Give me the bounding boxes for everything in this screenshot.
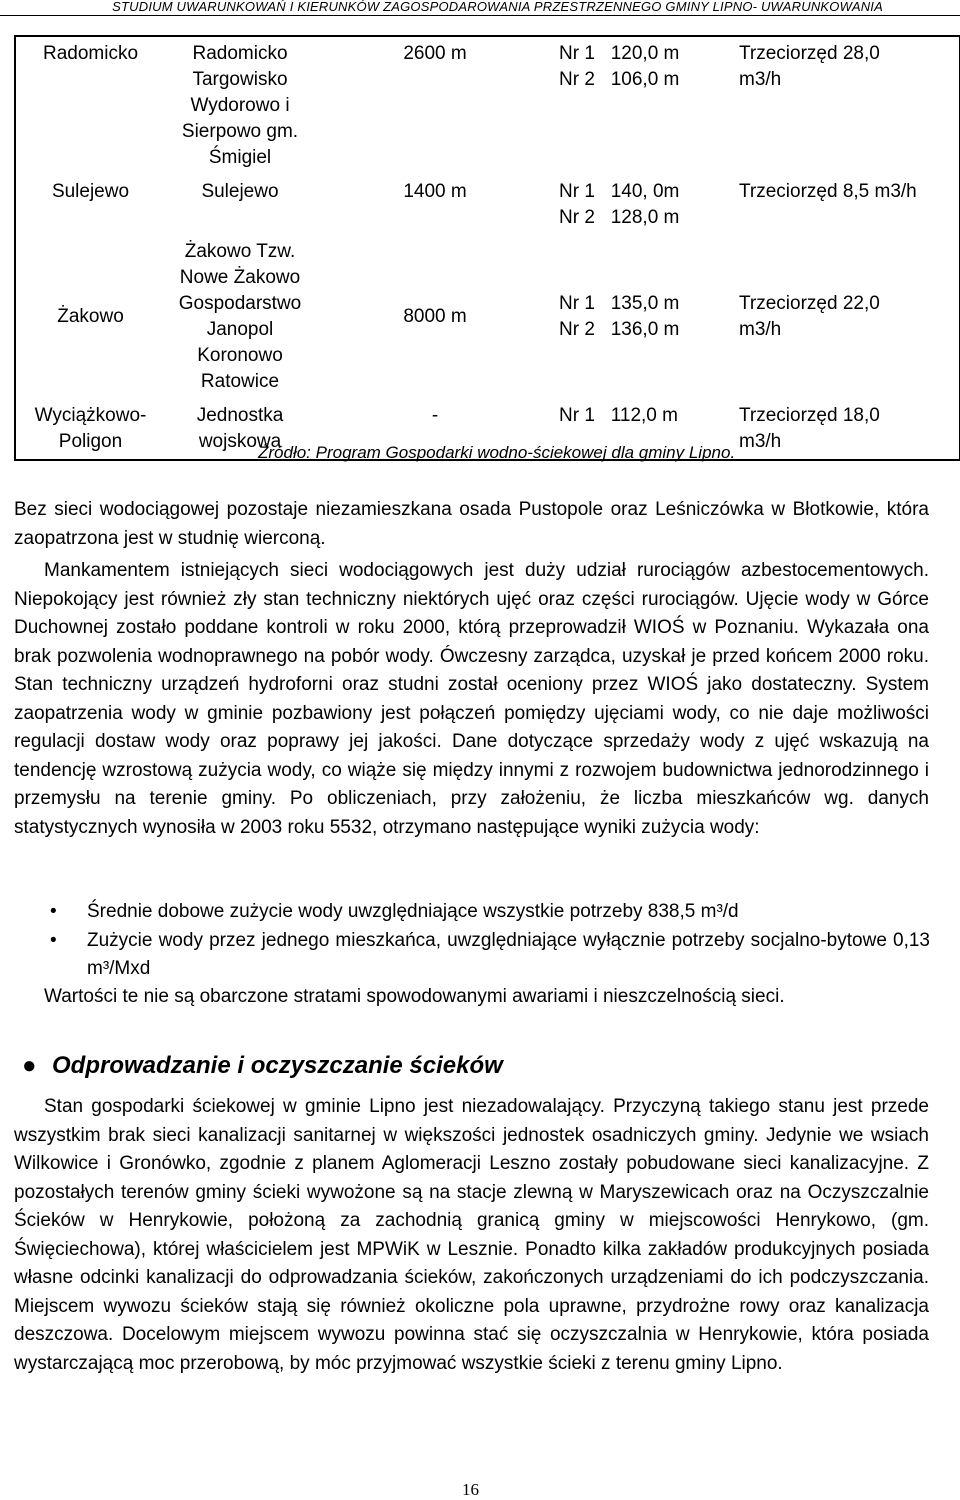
cell-capacity bbox=[735, 235, 960, 399]
list-item bbox=[50, 898, 930, 927]
capacity-unit: m3/h bbox=[739, 319, 782, 340]
section-heading-text: Odprowadzanie i oczyszczanie ścieków bbox=[52, 1052, 503, 1079]
paragraph-losses: Wartości te nie są obarczone stratami spowodowanymi awariami i nieszczelnością sieci. bbox=[44, 986, 785, 1007]
capacity-unit: m3/h bbox=[739, 69, 782, 90]
cell-capacity bbox=[735, 36, 960, 175]
capacity-unit: m3/h bbox=[739, 431, 782, 452]
water-supply-table bbox=[14, 35, 960, 461]
page-number: 16 bbox=[462, 1480, 479, 1499]
cell-village: Radomicko bbox=[15, 36, 165, 175]
cell-serves: Radomicko Targowisko Wydorowo i Sierpowo gm. Śmigiel bbox=[165, 36, 315, 175]
table-row bbox=[15, 235, 960, 399]
paragraph-no-network: Bez sieci wodociągowej pozostaje niezamieszkana osada Pustopole oraz Leśniczówka w Błotkowie, która zaopatrzona jest w studnię wierconą. bbox=[14, 499, 929, 549]
running-header bbox=[0, 0, 960, 16]
bullet-icon: ● bbox=[22, 1052, 37, 1079]
cell-capacity bbox=[735, 399, 960, 460]
cell-length: 8000 m bbox=[403, 306, 467, 327]
list-item-text: Zużycie wody przez jednego mieszkańca, uwzględniające wyłącznie potrzeby socjalno-bytowe 0,13 m³/Mxd bbox=[87, 929, 930, 979]
cell-village: Żakowo bbox=[15, 235, 165, 399]
list-item bbox=[50, 927, 930, 984]
table-source-note: Źródło: Program Gospodarki wodno-ściekowej dla gminy Lipno. bbox=[258, 443, 736, 462]
well-line: Nr 2 136,0 m bbox=[559, 319, 680, 340]
cell-length: 2600 m bbox=[315, 36, 555, 175]
capacity-value: Trzeciorzęd 28,0 bbox=[739, 43, 880, 64]
capacity-value: Trzeciorzęd 18,0 bbox=[739, 405, 880, 426]
cell-serves: Żakowo Tzw. Nowe Żakowo Gospodarstwo Janopol Koronowo Ratowice bbox=[178, 241, 302, 392]
well-line: Nr 1 112,0 m bbox=[559, 405, 678, 426]
well-line: Nr 1 135,0 m bbox=[559, 293, 680, 314]
bullet-icon: • bbox=[50, 929, 57, 951]
cell-serves: Sulejewo bbox=[201, 181, 279, 202]
section-heading bbox=[22, 1052, 503, 1080]
capacity-value: Trzeciorzęd 22,0 bbox=[739, 293, 880, 314]
cell-wells bbox=[555, 36, 735, 175]
cell-capacity bbox=[735, 175, 960, 235]
list-item-text: Średnie dobowe zużycie wody uwzględniające wszystkie potrzeby 838,5 m³/d bbox=[87, 901, 739, 922]
cell-wells bbox=[555, 235, 735, 399]
well-line: Nr 1 140, 0m bbox=[559, 181, 680, 202]
capacity-value: Trzeciorzęd 8,5 m3/h bbox=[739, 181, 917, 202]
well-line: Nr 1 120,0 m bbox=[559, 43, 680, 64]
cell-wells bbox=[555, 175, 735, 235]
bullet-icon: • bbox=[50, 901, 57, 922]
paragraph-sewage: Stan gospodarki ściekowej w gminie Lipno jest niezadowalający. Przyczyną takiego stanu jest przede wszystkim brak sieci kanalizacji sanitarnej w większości jednostek osadniczych gminy. Jedynie we wsiach Wilkowice i Gronówko, zgodnie z planem Aglomeracji Leszno zostały pobudowane sieci kanalizacyjne. Z pozostałych terenów gminy ścieki wywożone są na stacje zlewną w Maryszewicach oraz na Oczyszczalnie Ścieków w Henrykowie, położoną za zachodnią granicą gminy w miejscowości Henrykowo, (gm. Święciechowa), której właścicielem jest MPWiK w Lesznie. Ponadto kilka zakładów produkcyjnych posiada własne odcinki kanalizacji do odprowadzania ścieków, zakończonych urządzeniami do ich podczyszczania. Miejscem wywozu ścieków stają się również okoliczne pola uprawne, przydrożne rowy oraz kanalizacja deszczowa. Docelowym miejscem wywozu powinna stać się oczyszczalnia w Henrykowie, która posiada wystarczającą moc przerobową, by móc przyjmować wszystkie ścieki z terenu gminy Lipno. bbox=[14, 1096, 929, 1374]
cell-serves: Jednostka wojskowa bbox=[165, 399, 315, 460]
cell-village: Wyciążkowo-Poligon bbox=[15, 399, 165, 460]
table-row bbox=[15, 36, 960, 175]
cell-length: 1400 m bbox=[403, 181, 467, 202]
consumption-list bbox=[50, 898, 930, 984]
well-line: Nr 2 106,0 m bbox=[559, 69, 680, 90]
cell-length: - bbox=[315, 399, 555, 460]
paragraph-network-defects: Mankamentem istniejących sieci wodociągowych jest duży udział rurociągów azbestocementowych. Niepokojący jest również zły stan techniczny niektórych ujęć oraz części rurociągów. Ujęcie wody w Górce Duchownej zostało poddane kontroli w roku 2000, którą przeprowadził WIOŚ w Poznaniu. Wykazała ona brak pozwolenia wodnoprawnego na pobór wody. Ówczesny zarządca, uzyskał je przed końcem 2000 roku. Stan techniczny urządzeń hydroforni oraz studni został oceniony przez WIOŚ jako dostateczny. System zaopatrzenia wody w gminie pozbawiony jest połączeń pomiędzy ujęciami wody, co nie daje możliwości regulacji dostaw wody oraz poprawy jej jakości. Dane dotyczące sprzedaży wody z ujęć wskazują na tendencję wzrostową zużycia wody, co wiąże się między innymi z rozwojem budownictwa jednorodzinnego i przemysłu na terenie gminy. Po obliczeniach, przy założeniu, że liczba mieszkańców wg. danych statystycznych wynosiła w 2003 roku 5532, otrzymano następujące wyniki zużycia wody: bbox=[14, 560, 929, 838]
well-line: Nr 2 128,0 m bbox=[559, 207, 680, 228]
cell-village: Sulejewo bbox=[15, 175, 165, 235]
table-row bbox=[15, 175, 960, 235]
running-title: STUDIUM UWARUNKOWAŃ I KIERUNKÓW ZAGOSPODAROWANIA PRZESTRZENNEGO GMINY LIPNO- UWARUNKOWANIA bbox=[112, 0, 883, 14]
